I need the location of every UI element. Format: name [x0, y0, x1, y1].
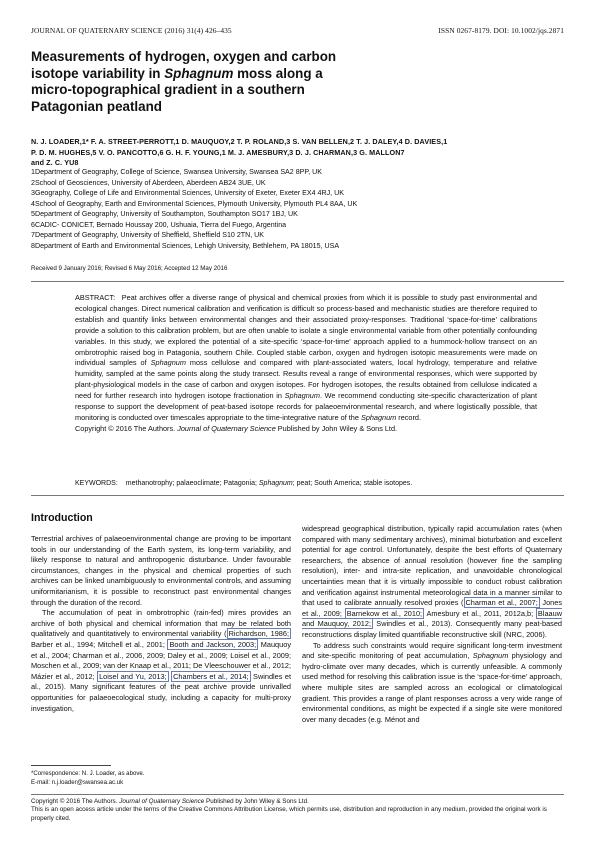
- author-list: [31, 137, 576, 169]
- abstract-genus-2: Sphagnum: [284, 391, 320, 401]
- affiliation-8: 8Department of Earth and Environmental Sciences, Lehigh University, Bethlehem, PA 18015, USA: [31, 241, 340, 250]
- right-p2-text-b: physiology and hydro-climate over many decades, which is currently unfeasible. A commonly used method for resolving this calibration issue is the ‘space-for-time’ approach, where multiple sites are sampled across an ecological or climatological gradient. This provides a range of plant responses across a very wide range of environmental conditions, as might be expected if a single site were monitored over many decades (e.g. Ménot and: [302, 651, 562, 724]
- footnote-rule: [31, 765, 111, 766]
- keywords-text-a: methanotrophy; palaeoclimate; Patagonia;: [125, 480, 259, 487]
- title-line-3: micro-topographical gradient in a southern: [31, 82, 305, 97]
- keywords-text-b: ; peat; South America; stable isotopes.: [292, 480, 413, 487]
- received-dates: Received 9 January 2016; Revised 6 May 2016; Accepted 12 May 2016: [31, 265, 228, 272]
- license-footer: [31, 798, 571, 823]
- intro-p2-text-c: Mauquoy et al., 2004; Charman et al., 2006, 2009; Daley et al., 2009; Loisel et al., 2009; Moschen et al., 2009; van der Knaap et al., 2011; De Vleeschouwer et al., 2012; Mázier et al., 2012;: [31, 639, 291, 681]
- footnote-line-1: *Correspondence: N. J. Loader, as above.: [31, 770, 145, 777]
- citation-link[interactable]: Booth and Jackson, 2003;: [169, 639, 257, 649]
- citation-link[interactable]: Blaauw and Mauquoy, 2012;: [302, 608, 563, 629]
- abstract-text-2: moss cellulose and compared with plant-associated waters, local hydrology, temperature and relative humidity, sampled at the same points along the study transect. Results reveal a range of environmental responses, which were supported by plant-physiological models in the case of carbon and oxygen isotopes. For hydrogen isotopes, the results obtained from cellulose indicated a need for further research into hydrogen isotope fractionation in: [75, 358, 537, 401]
- title-line-2b: moss along a: [233, 65, 323, 81]
- issn-doi: ISSN 0267-8179. DOI: 10.1002/jqs.2871: [438, 26, 564, 35]
- right-p1-text-a: widespread geographical distribution, typically rapid accumulation rates (when compared with many sedimentary archives), minimal bioturbation and excellent potential for age control. Unfortunately, despite the best efforts of Quaternary researchers, the absence of annual resolution (however fine the sampling resolution), inter- and intra-site replication, and unavoidable chronological uncertainties mean that it is virtually impossible to conduct robust calibration and verification against instrumental meteorological data in a manner similar to that used to calibrate annually resolved proxies (: [302, 524, 562, 608]
- title-line-4: Patagonian peatland: [31, 98, 162, 114]
- copyright-text-b: Published by John Wiley & Sons Ltd.: [275, 423, 398, 433]
- abstract-genus-1: Sphagnum: [150, 358, 186, 368]
- right-p1-text-b: Jones et al., 2009;: [302, 598, 563, 618]
- abstract-body: [75, 293, 537, 424]
- intro-paragraph-1: Terrestrial archives of palaeoenvironmental change are proving to be important tools in our understanding of the Earth system, its long-term variability, and likely response to natural and anthropogenic disturbance. Under favourable circumstances, changes in the physical and chemical properties of such archives can be linked unambiguously to environmental controls, and assuming uniformitarianism, it is possible to reconstruct past environmental changes through the duration of the record.: [31, 534, 291, 607]
- intro-p2-text-e: Swindles et al., 2015). Many significant features of the peat archive provide unrivalled opportunities for palaeoecological study, including a capacity for multi-proxy investigation,: [31, 671, 291, 713]
- citation-link[interactable]: Richardson, 1986;: [228, 629, 289, 639]
- footer-rule: [31, 794, 564, 795]
- affiliation-7: 7Department of Geography, University of Sheffield, Sheffield S10 2TN, UK: [31, 231, 265, 239]
- authors-line-1: N. J. LOADER,1* F. A. STREET-PERROTT,1 D. MAUQUOY,2 T. P. ROLAND,3 S. VAN BELLEN,2 T. J. DALEY,4 D. DAVIES,1: [31, 137, 448, 146]
- abstract: [75, 293, 537, 435]
- footer-journal: Journal of Quaternary Science: [119, 798, 205, 805]
- abstract-text-4: record.: [396, 412, 421, 422]
- journal-citation: JOURNAL OF QUATERNARY SCIENCE (2016) 31(4) 426–435: [31, 26, 232, 35]
- abstract-copyright: [75, 424, 537, 435]
- authors-line-3: and Z. C. YU8: [31, 158, 79, 167]
- intro-p2-text-b: Barber et al., 1994; Mitchell et al., 2001;: [31, 639, 168, 649]
- right-paragraph-1: [302, 524, 562, 641]
- authors-line-2: P. D. M. HUGHES,5 V. O. PANCOTTO,6 G. H. F. YOUNG,1 M. J. AMESBURY,3 D. J. CHARMAN,3 G. MALLON7: [31, 147, 405, 157]
- citation-link[interactable]: Charman et al., 2007;: [465, 598, 538, 608]
- right-p1-text-c: Amesbury et al., 2011, 2012a,b;: [424, 608, 536, 618]
- abstract-text-1: Peat archives offer a diverse range of physical and chemical proxies from which it is possible to study past environmental and ecological changes. Direct numerical calibration and verification is difficult so process-based and mechanistic studies are therefore required to establish and quantify links between environmental changes and their associated proxy-responses. Traditional ‘space-for-time’ calibrations provide a solution to this calibration problem, but are often unable to isolate a single environmental variable from other potentially confounding variables. In this study, we explored the potential of a site-specific ‘space-for-time’ approach applied to a hummock-hollow transect on an ombrotrophic raised bog in Patagonia, southern Chile. Coupled stable carbon, oxygen and hydrogen isotopic measurements were made on individual samples of: [75, 293, 537, 368]
- correspondence-footnote: [31, 770, 144, 787]
- intro-p2-text-a: The accumulation of peat in ombrotrophic (rain-fed) mires provides an archive of both physical and chemical information that may be related both qualitatively and quantitatively to environmental variability (: [31, 608, 291, 639]
- citation-link[interactable]: Loisel and Yu, 2013;: [99, 671, 167, 681]
- title-genus: Sphagnum: [164, 65, 234, 81]
- footer-copyright-a: Copyright © 2016 The Authors.: [31, 798, 120, 805]
- citation-link[interactable]: Chambers et al., 2014;: [173, 671, 249, 681]
- copyright-text-a: Copyright © 2016 The Authors.: [75, 423, 178, 433]
- section-heading-introduction: Introduction: [31, 512, 93, 524]
- right-p2-genus: Sphagnum: [472, 651, 509, 661]
- abstract-genus-3: Sphagnum: [360, 412, 397, 422]
- right-column: [302, 524, 562, 725]
- footnote-email[interactable]: E-mail: n.j.loader@swansea.ac.uk: [31, 778, 124, 786]
- abstract-top-rule: [31, 281, 564, 282]
- article-title: [31, 49, 451, 115]
- keywords: [75, 480, 537, 487]
- right-paragraph-2: [302, 641, 562, 726]
- affiliation-5: 5Department of Geography, University of Southampton, Southampton SO17 1BJ, UK: [31, 210, 298, 218]
- keywords-genus: Sphagnum: [258, 480, 293, 487]
- affiliation-1: 1Department of Geography, College of Science, Swansea University, Swansea SA2 8PP, UK: [31, 168, 322, 176]
- footer-copyright-b: Published by John Wiley & Sons Ltd.: [204, 798, 309, 805]
- title-line-2a: isotope variability in: [31, 65, 165, 81]
- copyright-journal: Journal of Quaternary Science: [177, 423, 276, 433]
- footer-copyright: [31, 798, 571, 806]
- abstract-text-3: . We recommend conducting site-specific characterization of plant response to support the development of peat-based isotope records for palaeoenvironmental research, and where logistically possible, that monitoring is conducted over timescales appropriate to the time-integrative nature of the: [75, 391, 537, 422]
- affiliation-2: 2School of Geosciences, University of Aberdeen, Aberdeen AB24 3UE, UK: [31, 178, 266, 187]
- keywords-bottom-rule: [31, 495, 564, 496]
- affiliation-3: 3Geography, College of Life and Environmental Sciences, University of Exeter, Exeter EX4 4RJ, UK: [31, 189, 344, 197]
- affiliations: [31, 167, 576, 251]
- citation-link[interactable]: Barnekow et al., 2010;: [346, 608, 423, 618]
- intro-paragraph-2: [31, 608, 291, 714]
- title-line-1: Measurements of hydrogen, oxygen and carbon: [31, 49, 337, 64]
- right-p1-text-d: Swindles et al., 2013). Consequently many peat-based reconstructions display limited quantifiable reconstructive skill (NRC, 2006).: [302, 619, 562, 639]
- left-column: [31, 512, 291, 714]
- footer-license: This is an open access article under the terms of the Creative Commons Attribution License, which permits use, distribution and reproduction in any medium, provided the original work is properly cited.: [31, 806, 547, 822]
- right-p2-text-a: To address such constraints would require significant long-term investment and site-specific monitoring of peat accumulation,: [302, 640, 562, 661]
- keywords-label: KEYWORDS:: [75, 480, 118, 487]
- affiliation-4: 4School of Geography, Earth and Environmental Sciences, Plymouth University, Plymouth PL4 8AA, UK: [31, 199, 358, 208]
- affiliation-6: 6CADIC- CONICET, Bernado Houssay 200, Ushuaia, Tierra del Fuego, Argentina: [31, 220, 287, 229]
- abstract-label: ABSTRACT:: [75, 293, 116, 302]
